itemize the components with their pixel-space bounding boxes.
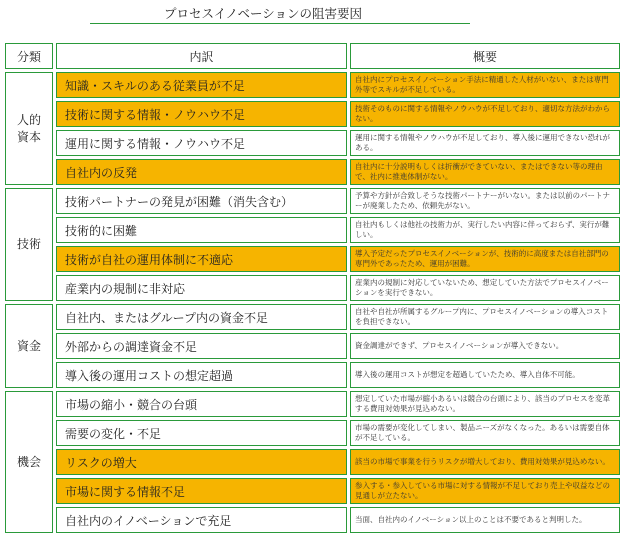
table-row	[5, 507, 620, 533]
item-cell: リスクの増大	[56, 449, 347, 475]
table-row	[5, 72, 620, 98]
item-cell: 運用に関する情報・ノウハウ不足	[56, 130, 347, 156]
item-cell: 自社内の反発	[56, 159, 347, 185]
item-cell: 導入後の運用コストの想定超過	[56, 362, 347, 388]
summary-cell: 自社内にプロセスイノベーション手法に精通した人材がいない、または専門外等でスキルが不足している。	[350, 72, 620, 98]
table-row	[5, 188, 620, 214]
summary-cell: 想定していた市場が縮小あるいは競合の台頭により、該当のプロセスを変革する費用対効果が見込めない。	[350, 391, 620, 417]
item-cell: 技術パートナーの発見が困難（消失含む）	[56, 188, 347, 214]
table-row	[5, 275, 620, 301]
item-cell: 技術が自社の運用体制に不適応	[56, 246, 347, 272]
table-row	[5, 159, 620, 185]
summary-cell: 産業内の規制に対応していないため、想定していた方法でプロセスイノベーションを実行できない。	[350, 275, 620, 301]
summary-cell: 該当の市場で事業を行うリスクが増大しており、費用対効果が見込めない。	[350, 449, 620, 475]
header-item: 内訳	[56, 43, 347, 69]
header-row	[5, 43, 620, 69]
category-cell: 資金	[5, 304, 53, 388]
summary-cell: 予算や方針が合致しそうな技術パートナーがいない。または以前のパートナーが廃業したため、依頼先がない。	[350, 188, 620, 214]
table-row	[5, 333, 620, 359]
table-row	[5, 449, 620, 475]
item-cell: 技術に関する情報・ノウハウ不足	[56, 101, 347, 127]
table-row	[5, 362, 620, 388]
item-cell: 市場に関する情報不足	[56, 478, 347, 504]
item-cell: 需要の変化・不足	[56, 420, 347, 446]
table-row	[5, 130, 620, 156]
summary-cell: 自社や自社が所属するグループ内に、プロセスイノベーションの導入コストを負担できない。	[350, 304, 620, 330]
summary-cell: 技術そのものに関する情報やノウハウが不足しており、適切な方法がわからない。	[350, 101, 620, 127]
table-row	[5, 101, 620, 127]
header-summary: 概要	[350, 43, 620, 69]
summary-cell: 自社内もしくは他社の技術力が、実行したい内容に伴っておらず、実行が難しい。	[350, 217, 620, 243]
item-cell: 自社内、またはグループ内の資金不足	[56, 304, 347, 330]
summary-cell: 導入予定だったプロセスイノベーションが、技術的に高度または自社部門の専門外であったため、運用が困難。	[350, 246, 620, 272]
table-row	[5, 391, 620, 417]
header-category: 分類	[5, 43, 53, 69]
table-body	[5, 72, 620, 533]
summary-cell: 運用に関する情報やノウハウが不足しており、導入後に運用できない恐れがある。	[350, 130, 620, 156]
summary-cell: 市場の需要が変化してしまい、製品ニーズがなくなった。あるいは需要自体が不足している。	[350, 420, 620, 446]
obstacles-table	[2, 40, 621, 536]
summary-cell: 当面、自社内のイノベーション以上のことは不要であると判明した。	[350, 507, 620, 533]
page-title: プロセスイノベーションの阻害要因	[90, 4, 470, 24]
table-row	[5, 478, 620, 504]
summary-cell: 資金調達ができず、プロセスイノベーションが導入できない。	[350, 333, 620, 359]
table-row	[5, 246, 620, 272]
category-cell: 技術	[5, 188, 53, 301]
table-row	[5, 217, 620, 243]
category-cell: 人的 資本	[5, 72, 53, 185]
item-cell: 自社内のイノベーションで充足	[56, 507, 347, 533]
item-cell: 外部からの調達資金不足	[56, 333, 347, 359]
item-cell: 産業内の規制に非対応	[56, 275, 347, 301]
summary-cell: 自社内に十分説明もしくは折衝ができていない、またはできない等の理由で、社内に推進体制がない。	[350, 159, 620, 185]
item-cell: 技術的に困難	[56, 217, 347, 243]
table-row	[5, 420, 620, 446]
table-row	[5, 304, 620, 330]
item-cell: 知識・スキルのある従業員が不足	[56, 72, 347, 98]
category-cell: 機会	[5, 391, 53, 533]
summary-cell: 参入する・参入している市場に対する情報が不足しており売上や収益などの見通しが立たない。	[350, 478, 620, 504]
summary-cell: 導入後の運用コストが想定を超過していたため、導入自体不可能。	[350, 362, 620, 388]
item-cell: 市場の縮小・競合の台頭	[56, 391, 347, 417]
